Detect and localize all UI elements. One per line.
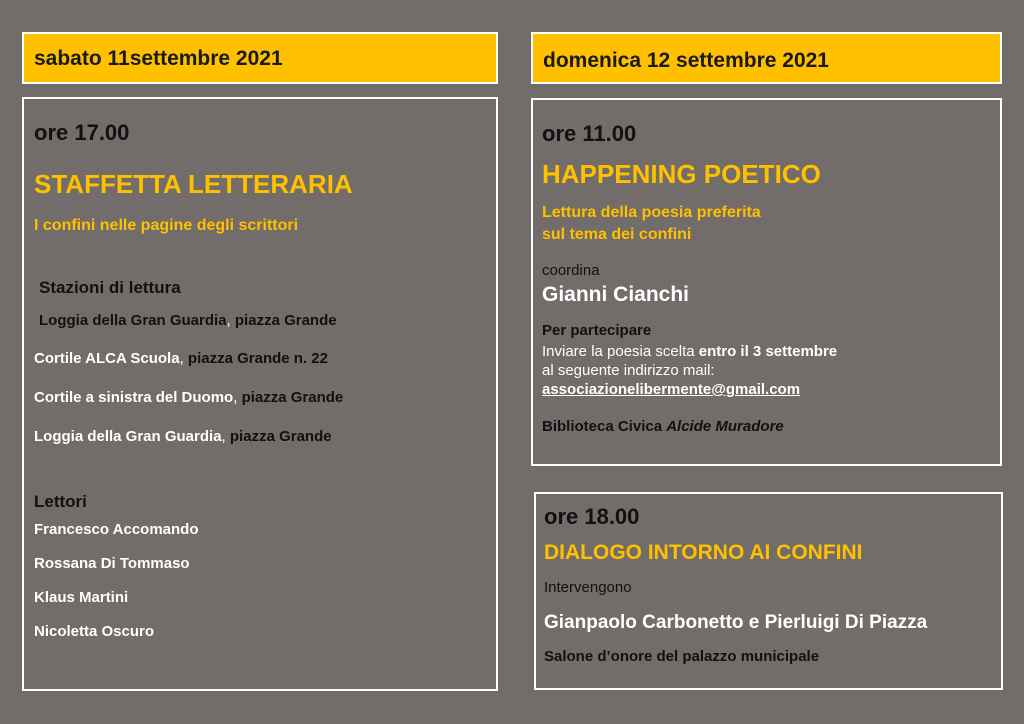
reader-name: Rossana Di Tommaso xyxy=(34,555,190,572)
event-title: HAPPENING POETICO xyxy=(542,159,821,189)
sunday-morning-panel xyxy=(531,98,1002,466)
participate-heading: Per partecipare xyxy=(542,322,652,339)
saturday-event-panel xyxy=(22,97,498,691)
reader-name: Klaus Martini xyxy=(34,589,129,606)
station-separator: , xyxy=(233,389,242,406)
email-link[interactable] xyxy=(542,381,800,398)
station-item xyxy=(34,350,328,368)
event-venue xyxy=(542,418,784,436)
event-title: DIALOGO INTORNO AI CONFINI xyxy=(544,541,863,564)
event-time: ore 11.00 xyxy=(542,121,637,146)
mail-text: al seguente indirizzo mail: xyxy=(542,362,715,379)
sunday-evening-panel xyxy=(534,492,1003,690)
saturday-date-banner xyxy=(22,32,498,84)
send-text: Inviare la poesia scelta xyxy=(542,343,699,360)
deadline: entro il 3 settembre xyxy=(698,343,838,360)
speakers-names: Gianpaolo Carbonetto e Pierluigi Di Piazza xyxy=(544,612,928,633)
event-venue: Salone d’onore del palazzo municipale xyxy=(544,648,820,665)
station-place: Loggia della Gran Guardia xyxy=(34,428,222,445)
event-subtitle: Lettura della poesia preferita xyxy=(542,204,761,221)
coordinator-name: Gianni Cianchi xyxy=(542,283,690,306)
event-title: STAFFETTA LETTERARIA xyxy=(34,169,353,199)
station-separator: , xyxy=(179,350,188,367)
saturday-date: sabato 11settembre 2021 xyxy=(34,47,283,70)
station-item xyxy=(34,389,343,407)
event-time: ore 17.00 xyxy=(34,120,130,145)
station-square: piazza Grande xyxy=(241,389,344,406)
event-subtitle: sul tema dei confini xyxy=(542,226,692,243)
participate-instructions xyxy=(542,343,837,361)
station-place: Cortile ALCA Scuola xyxy=(34,350,180,367)
station-item xyxy=(39,312,337,330)
stations-heading: Stazioni di lettura xyxy=(39,278,181,297)
station-square: piazza Grande xyxy=(229,428,332,445)
venue-name: Alcide Muradore xyxy=(666,418,784,435)
station-separator: , xyxy=(226,312,235,329)
sunday-date-banner xyxy=(531,32,1002,84)
reader-name: Nicoletta Oscuro xyxy=(34,623,155,640)
station-separator: , xyxy=(221,428,230,445)
readers-heading: Lettori xyxy=(34,492,87,511)
email-address[interactable]: associazionelibermente@gmail.com xyxy=(542,381,801,398)
station-place: Loggia della Gran Guardia xyxy=(39,312,227,329)
speakers-label: Intervengono xyxy=(544,579,632,596)
venue-prefix: Biblioteca Civica xyxy=(542,418,667,435)
station-square: piazza Grande xyxy=(234,312,337,329)
station-item xyxy=(34,428,332,446)
sunday-date: domenica 12 settembre 2021 xyxy=(543,49,829,72)
coordinator-label: coordina xyxy=(542,262,600,279)
station-place: Cortile a sinistra del Duomo xyxy=(34,389,234,406)
reader-name: Francesco Accomando xyxy=(34,521,199,538)
event-time: ore 18.00 xyxy=(544,504,640,529)
station-square: piazza Grande n. 22 xyxy=(187,350,328,367)
event-subtitle: I confini nelle pagine degli scrittori xyxy=(34,217,299,234)
